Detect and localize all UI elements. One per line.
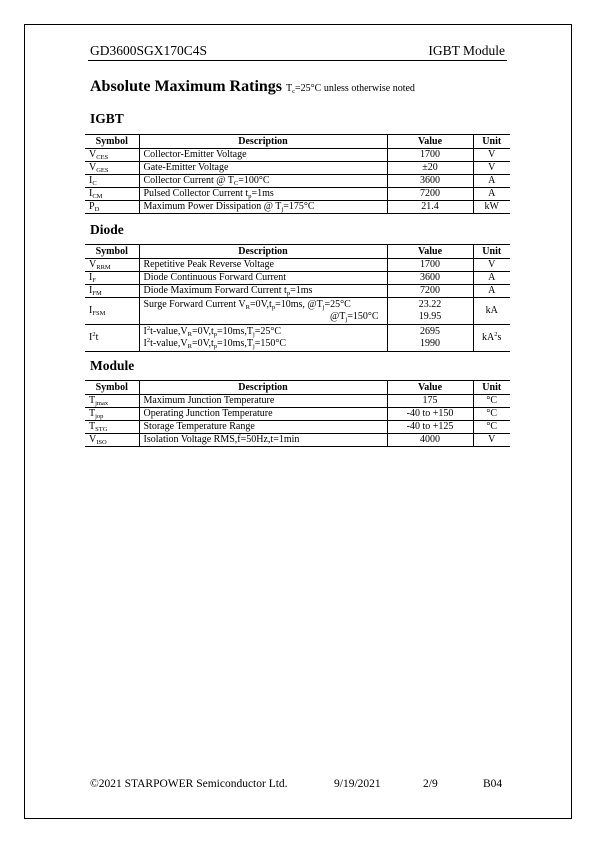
unit: V	[473, 162, 510, 175]
col-value: Value	[387, 381, 473, 395]
diode-table	[85, 244, 510, 352]
col-unit: Unit	[473, 245, 510, 259]
table-row	[85, 201, 510, 214]
description: Collector Current @ $T_C=100^\circ C$	[139, 175, 387, 188]
table-header	[85, 381, 510, 395]
symbol: $V_{CES}$	[85, 149, 139, 162]
table-row	[85, 408, 510, 421]
unit: A	[473, 188, 510, 201]
symbol: $T_{STG}$	[85, 421, 139, 434]
footer-copyright: ©2021 STARPOWER Semiconductor Ltd.	[90, 778, 288, 790]
symbol: $V_{RRM}$	[85, 259, 139, 272]
header-divider	[88, 60, 507, 61]
description: Diode Continuous Forward Current	[139, 272, 387, 285]
unit: A	[473, 175, 510, 188]
table-row	[85, 162, 510, 175]
unit: kA	[473, 298, 510, 325]
symbol: $I_{FSM}$	[85, 298, 139, 325]
table-row	[85, 325, 510, 352]
col-value: Value	[387, 135, 473, 149]
unit: V	[473, 259, 510, 272]
value: -40 to +125	[387, 421, 473, 434]
igbt-table	[85, 134, 510, 214]
col-symbol: Symbol	[85, 245, 139, 259]
table-row	[85, 285, 510, 298]
unit: V	[473, 434, 510, 447]
description: Repetitive Peak Reverse Voltage	[139, 259, 387, 272]
col-unit: Unit	[473, 381, 510, 395]
description: Maximum Junction Temperature	[139, 395, 387, 408]
value: 7200	[387, 285, 473, 298]
title-main: Absolute Maximum Ratings	[90, 78, 283, 95]
unit: °C	[473, 408, 510, 421]
value: 4000	[387, 434, 473, 447]
symbol: $I_{FM}$	[85, 285, 139, 298]
description: Operating Junction Temperature	[139, 408, 387, 421]
description: Maximum Power Dissipation @ $T_j=175^\circ C$	[139, 201, 387, 214]
description: Gate-Emitter Voltage	[139, 162, 387, 175]
value: 2695 1990	[387, 325, 473, 352]
description: Isolation Voltage RMS,f=50Hz,t=1min	[139, 434, 387, 447]
col-value: Value	[387, 245, 473, 259]
description: Surge Forward Current $V_R=0V,t_p=10ms$, $@T_j=25^\circ C$ $@T_j=150^\circ C$	[139, 298, 387, 325]
value: -40 to +150	[387, 408, 473, 421]
description: Collector-Emitter Voltage	[139, 149, 387, 162]
description: $I^2t-value,V_R=0V,t_p=10ms,T_j=25^\circ C$ $I^2t-value,V_R=0V,t_p=10ms,T_j=150^\circ C$	[139, 325, 387, 352]
symbol: $T_{jop}$	[85, 408, 139, 421]
value: 3600	[387, 175, 473, 188]
product-type: IGBT Module	[428, 43, 505, 58]
col-description: Description	[139, 381, 387, 395]
unit: V	[473, 149, 510, 162]
unit: A	[473, 272, 510, 285]
value: ±20	[387, 162, 473, 175]
module-table	[85, 380, 510, 447]
col-description: Description	[139, 135, 387, 149]
value: 3600	[387, 272, 473, 285]
symbol: $T_{jmax}$	[85, 395, 139, 408]
footer-revision: B04	[483, 778, 503, 790]
table-row	[85, 421, 510, 434]
table-row	[85, 434, 510, 447]
description: Storage Temperature Range	[139, 421, 387, 434]
table-header	[85, 245, 510, 259]
symbol: $V_{GES}$	[85, 162, 139, 175]
table-row	[85, 149, 510, 162]
unit: $kA^2s$	[473, 325, 510, 352]
unit: °C	[473, 421, 510, 434]
table-row	[85, 298, 510, 325]
col-description: Description	[139, 245, 387, 259]
value: 1700	[387, 259, 473, 272]
table-row	[85, 259, 510, 272]
symbol: $P_D$	[85, 201, 139, 214]
symbol: $I_C$	[85, 175, 139, 188]
value: 1700	[387, 149, 473, 162]
footer-page-number: 2/9	[423, 778, 438, 790]
symbol: $I^2t$	[85, 325, 139, 352]
table-row	[85, 395, 510, 408]
unit: °C	[473, 395, 510, 408]
table-row	[85, 188, 510, 201]
value: 23.22 19.95	[387, 298, 473, 325]
table-row	[85, 272, 510, 285]
unit: kW	[473, 201, 510, 214]
footer-date: 9/19/2021	[334, 778, 381, 790]
part-number: GD3600SGX170C4S	[90, 43, 208, 58]
page-title	[90, 78, 415, 96]
col-unit: Unit	[473, 135, 510, 149]
description: Pulsed Collector Current $t_p=1ms$	[139, 188, 387, 201]
symbol: $I_F$	[85, 272, 139, 285]
value: 175	[387, 395, 473, 408]
col-symbol: Symbol	[85, 381, 139, 395]
symbol: $V_{ISO}$	[85, 434, 139, 447]
section-diode: Diode	[90, 222, 124, 237]
table-header	[85, 135, 510, 149]
section-igbt: IGBT	[90, 111, 124, 126]
col-symbol: Symbol	[85, 135, 139, 149]
title-note: $T_c=25^\circ C$ unless otherwise noted	[286, 83, 415, 95]
unit: A	[473, 285, 510, 298]
value: 7200	[387, 188, 473, 201]
description: Diode Maximum Forward Current $t_p=1ms$	[139, 285, 387, 298]
symbol: $I_{CM}$	[85, 188, 139, 201]
table-row	[85, 175, 510, 188]
section-module: Module	[90, 358, 135, 373]
value: 21.4	[387, 201, 473, 214]
